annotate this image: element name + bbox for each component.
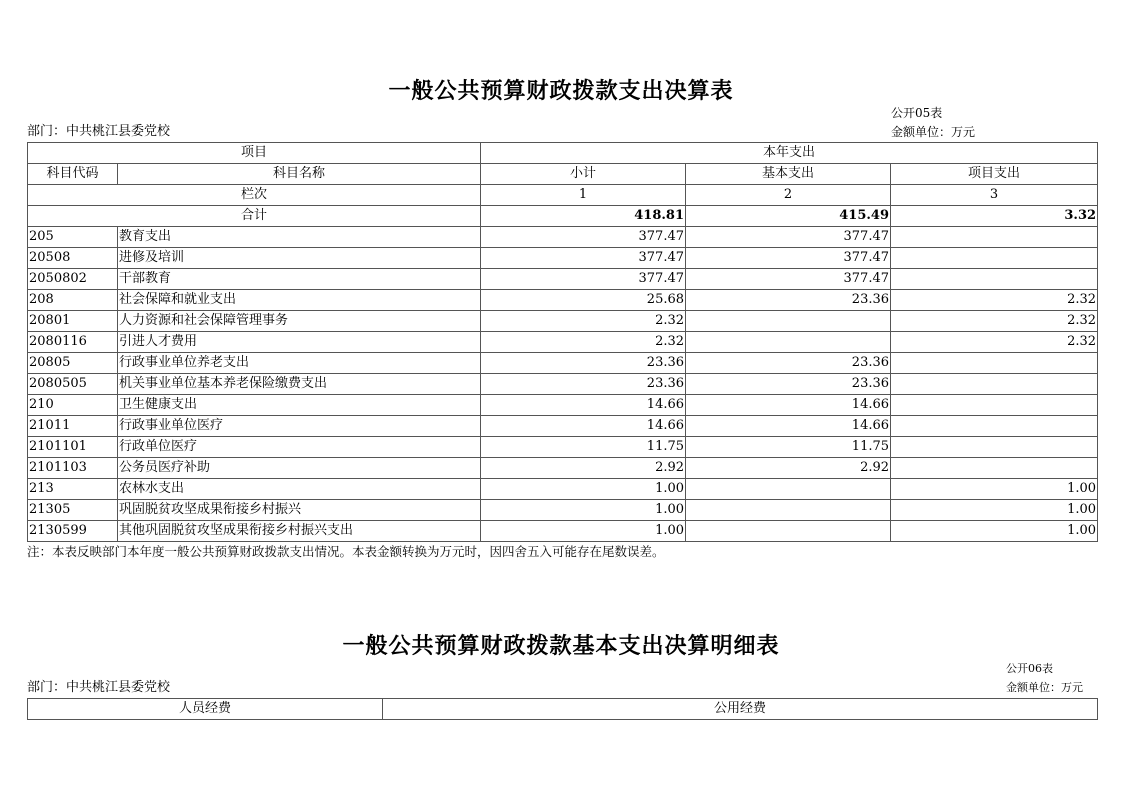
- table1-code: 公开05表: [891, 106, 943, 120]
- table-row: [28, 416, 1098, 437]
- row-subtotal: 377.47: [481, 269, 686, 290]
- row-subtotal: 23.36: [481, 353, 686, 374]
- row-code: 20508: [28, 248, 118, 269]
- row-project: [891, 374, 1098, 395]
- row-basic: [686, 521, 891, 542]
- row-project: [891, 416, 1098, 437]
- row-name: 行政事业单位养老支出: [118, 353, 481, 374]
- row-code: 20801: [28, 311, 118, 332]
- table-row: [28, 290, 1098, 311]
- table-row: [28, 311, 1098, 332]
- row-project: [891, 353, 1098, 374]
- row-name: 农林水支出: [118, 479, 481, 500]
- row-project: 1.00: [891, 479, 1098, 500]
- row-basic: 2.92: [686, 458, 891, 479]
- row-basic: 377.47: [686, 227, 891, 248]
- row-project: [891, 227, 1098, 248]
- row-project: [891, 437, 1098, 458]
- row-subtotal: 2.32: [481, 311, 686, 332]
- header-row-1: [28, 143, 1098, 164]
- table-row: [28, 479, 1098, 500]
- table1-note: 注：本表反映部门本年度一般公共预算财政拨款支出情况。本表金额转换为万元时，因四舍五入可能存在尾数误差。: [27, 544, 665, 559]
- header-col3: 3: [891, 185, 1098, 206]
- row-project: [891, 458, 1098, 479]
- table-row: [28, 458, 1098, 479]
- row-name: 干部教育: [118, 269, 481, 290]
- table-row: [28, 269, 1098, 290]
- basic-expenditure-table: [27, 698, 1098, 720]
- row-basic: 11.75: [686, 437, 891, 458]
- row-name: 巩固脱贫攻坚成果衔接乡村振兴: [118, 500, 481, 521]
- row-subtotal: 1.00: [481, 479, 686, 500]
- row-name: 社会保障和就业支出: [118, 290, 481, 311]
- header-basic: 基本支出: [686, 164, 891, 185]
- row-code: 2080505: [28, 374, 118, 395]
- table-row: [28, 227, 1098, 248]
- row-code: 213: [28, 479, 118, 500]
- row-project: [891, 248, 1098, 269]
- header-row-3: [28, 185, 1098, 206]
- row-project: 2.32: [891, 332, 1098, 353]
- row-code: 2101101: [28, 437, 118, 458]
- row-code: 208: [28, 290, 118, 311]
- row-subtotal: 14.66: [481, 416, 686, 437]
- header-column-no: 栏次: [28, 185, 481, 206]
- row-basic: 23.36: [686, 353, 891, 374]
- row-name: 行政事业单位医疗: [118, 416, 481, 437]
- row-basic: 23.36: [686, 374, 891, 395]
- row-subtotal: 11.75: [481, 437, 686, 458]
- row-subtotal: 2.92: [481, 458, 686, 479]
- row-project: 1.00: [891, 521, 1098, 542]
- row-code: 210: [28, 395, 118, 416]
- row-name: 卫生健康支出: [118, 395, 481, 416]
- row-basic: [686, 479, 891, 500]
- row-basic: 377.47: [686, 269, 891, 290]
- header-row-2: [28, 164, 1098, 185]
- header-col1: 1: [481, 185, 686, 206]
- table2-code: 公开06表: [1006, 662, 1053, 675]
- row-code: 2080116: [28, 332, 118, 353]
- table-row: [28, 500, 1098, 521]
- total-row: [28, 206, 1098, 227]
- total-basic: 415.49: [686, 206, 891, 227]
- row-subtotal: 1.00: [481, 500, 686, 521]
- row-name: 进修及培训: [118, 248, 481, 269]
- header-subject-name: 科目名称: [118, 164, 481, 185]
- row-project: 2.32: [891, 290, 1098, 311]
- row-project: [891, 395, 1098, 416]
- row-project: 2.32: [891, 311, 1098, 332]
- table1-department: 部门：中共桃江县委党校: [27, 124, 171, 139]
- row-basic: 14.66: [686, 416, 891, 437]
- table-row: [28, 395, 1098, 416]
- row-basic: 377.47: [686, 248, 891, 269]
- row-name: 教育支出: [118, 227, 481, 248]
- total-project: 3.32: [891, 206, 1098, 227]
- header-current-year: 本年支出: [481, 143, 1098, 164]
- table-row: [28, 437, 1098, 458]
- row-name: 机关事业单位基本养老保险缴费支出: [118, 374, 481, 395]
- row-code: 20805: [28, 353, 118, 374]
- row-project: [891, 269, 1098, 290]
- total-label: 合计: [28, 206, 481, 227]
- table2-title: 一般公共预算财政拨款基本支出决算明细表: [342, 634, 780, 659]
- row-basic: 14.66: [686, 395, 891, 416]
- row-project: 1.00: [891, 500, 1098, 521]
- header-subtotal: 小计: [481, 164, 686, 185]
- table1-title: 一般公共预算财政拨款支出决算表: [388, 79, 734, 104]
- row-basic: [686, 332, 891, 353]
- row-subtotal: 14.66: [481, 395, 686, 416]
- row-basic: [686, 500, 891, 521]
- row-subtotal: 2.32: [481, 332, 686, 353]
- total-subtotal: 418.81: [481, 206, 686, 227]
- expenditure-table: [27, 142, 1098, 542]
- header-item: 项目: [28, 143, 481, 164]
- table-row: [28, 521, 1098, 542]
- table1-unit: 金额单位：万元: [891, 125, 976, 139]
- row-basic: 23.36: [686, 290, 891, 311]
- header-personnel: 人员经费: [28, 699, 383, 720]
- table-row: [28, 353, 1098, 374]
- row-code: 21305: [28, 500, 118, 521]
- row-subtotal: 377.47: [481, 227, 686, 248]
- row-code: 205: [28, 227, 118, 248]
- row-subtotal: 25.68: [481, 290, 686, 311]
- row-name: 公务员医疗补助: [118, 458, 481, 479]
- row-code: 2101103: [28, 458, 118, 479]
- table-row: [28, 248, 1098, 269]
- table2-header-row: [28, 699, 1098, 720]
- table2-department: 部门：中共桃江县委党校: [27, 680, 171, 695]
- row-name: 行政单位医疗: [118, 437, 481, 458]
- row-code: 2130599: [28, 521, 118, 542]
- header-public: 公用经费: [383, 699, 1098, 720]
- table2-unit: 金额单位：万元: [1006, 681, 1083, 694]
- row-subtotal: 377.47: [481, 248, 686, 269]
- row-name: 其他巩固脱贫攻坚成果衔接乡村振兴支出: [118, 521, 481, 542]
- table-row: [28, 332, 1098, 353]
- row-subtotal: 1.00: [481, 521, 686, 542]
- header-project: 项目支出: [891, 164, 1098, 185]
- header-col2: 2: [686, 185, 891, 206]
- row-name: 引进人才费用: [118, 332, 481, 353]
- header-subject-code: 科目代码: [28, 164, 118, 185]
- table-row: [28, 374, 1098, 395]
- row-code: 2050802: [28, 269, 118, 290]
- row-subtotal: 23.36: [481, 374, 686, 395]
- row-basic: [686, 311, 891, 332]
- row-name: 人力资源和社会保障管理事务: [118, 311, 481, 332]
- row-code: 21011: [28, 416, 118, 437]
